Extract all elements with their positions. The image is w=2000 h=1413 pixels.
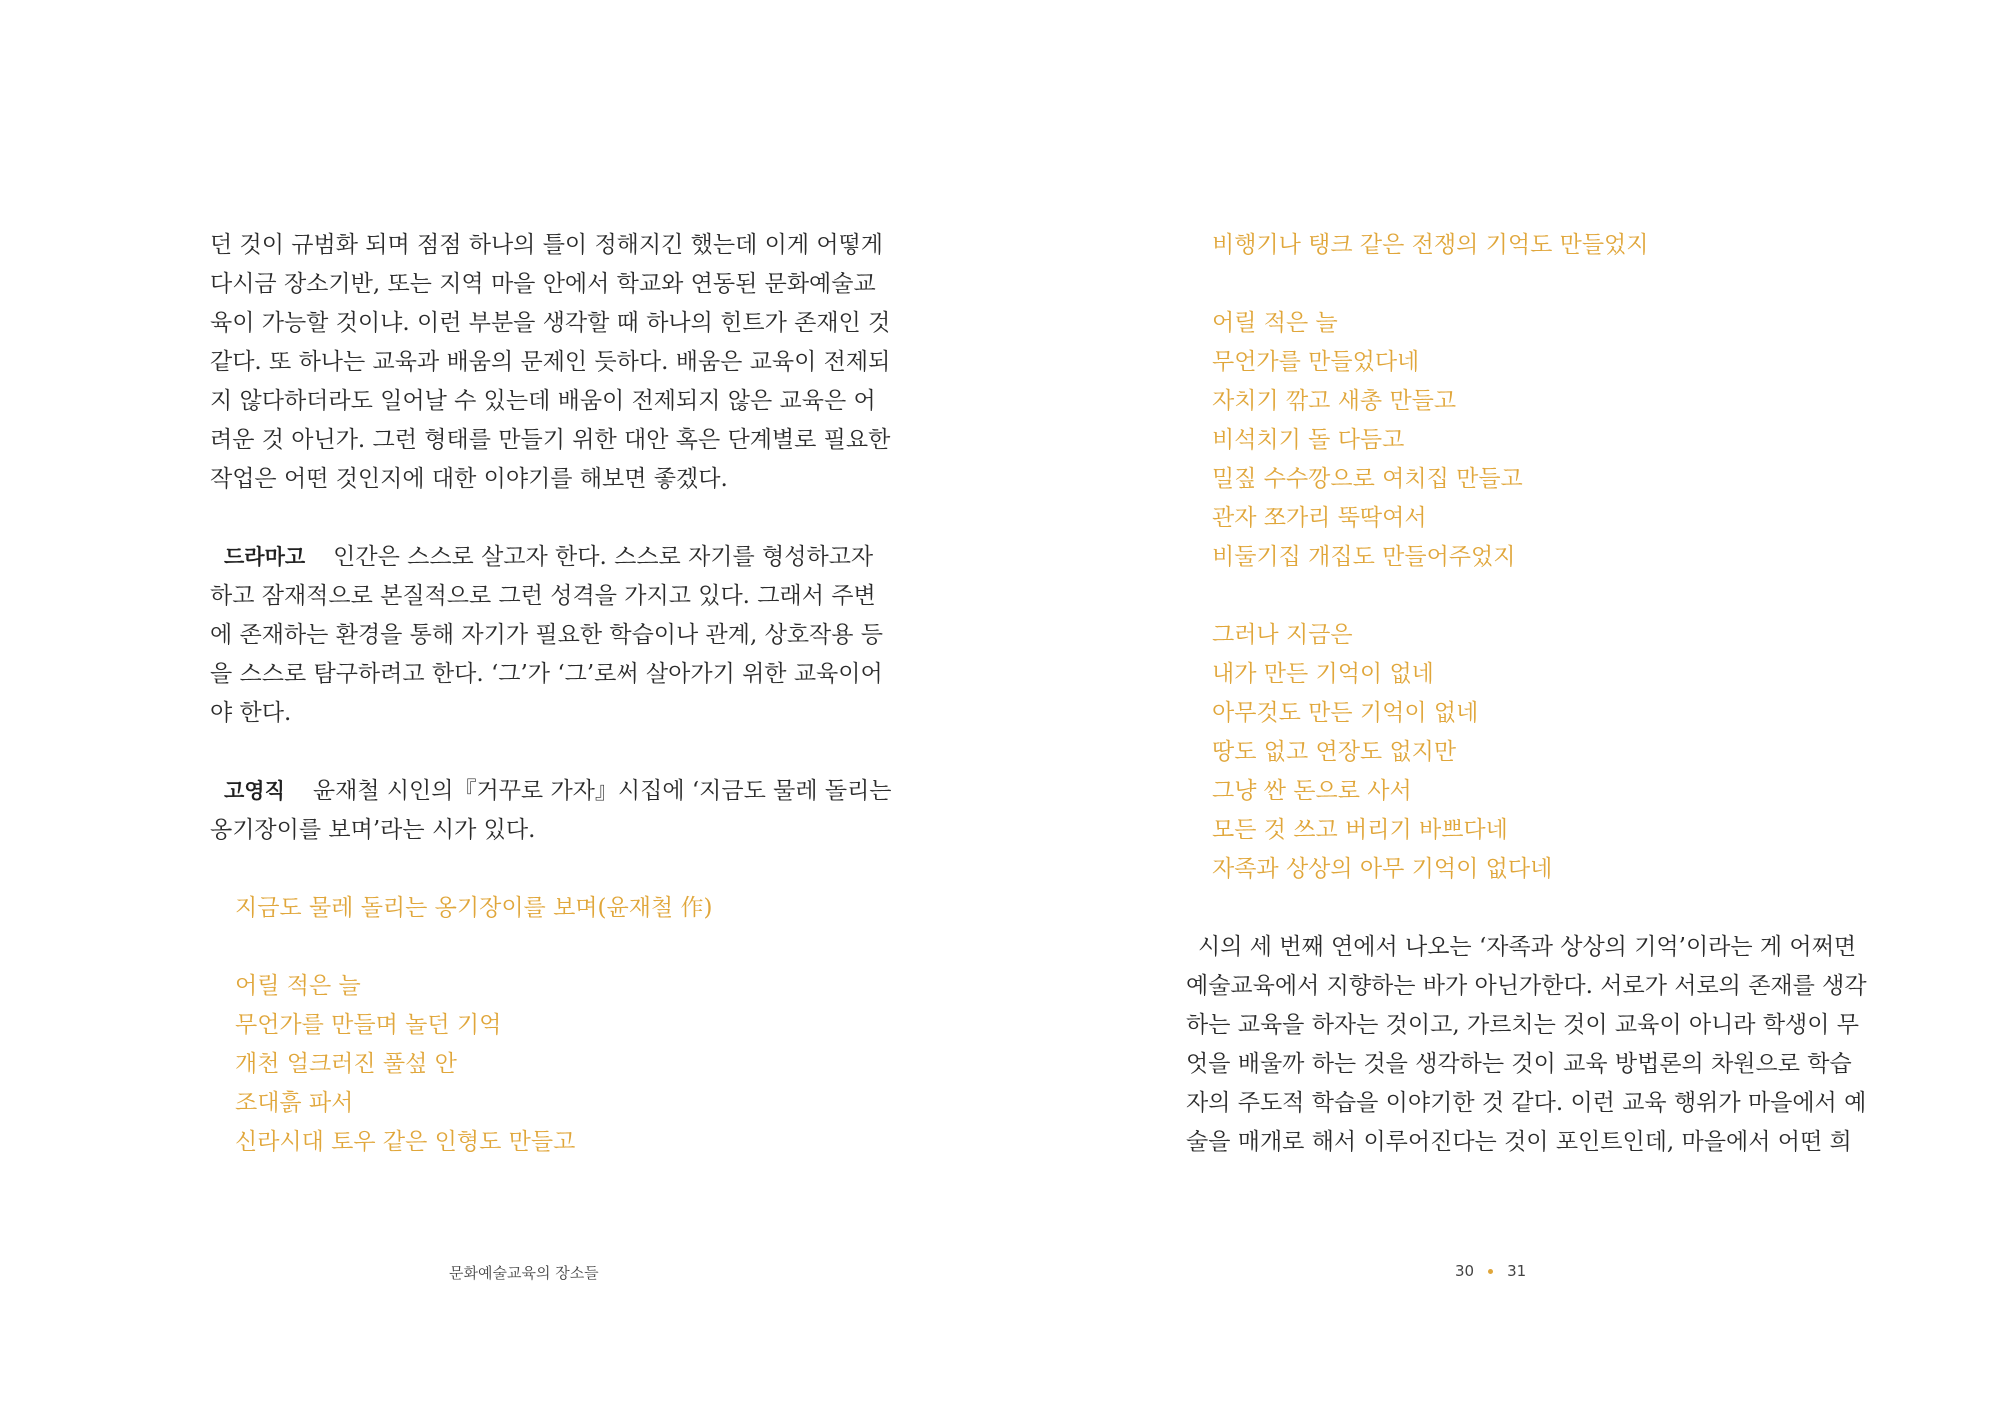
text-line: 같다. 또 하나는 교육과 배움의 문제인 듯하다. 배움은 교육이 전제되 — [210, 349, 891, 375]
poem-line: 개천 얼크러진 풀섶 안 — [235, 1051, 457, 1077]
paragraph-2 — [210, 538, 883, 733]
poem-line: 밀짚 수수깡으로 여치집 만들고 — [1212, 466, 1523, 492]
text-line — [210, 772, 892, 811]
poem-line: 어릴 적은 늘 — [1212, 310, 1338, 336]
poem-line: 모든 것 쓰고 버리기 바쁘다네 — [1212, 817, 1508, 843]
text-line — [210, 538, 874, 577]
poem-line: 무언가를 만들었다네 — [1212, 349, 1420, 375]
poem-line: 아무것도 만든 기억이 없네 — [1212, 700, 1479, 726]
speaker-name: 드라마고 — [224, 545, 306, 569]
page-number-right: 31 — [1507, 1262, 1527, 1280]
text-line: 을 스스로 탐구하려고 한다. ‘그’가 ‘그’로써 살아가기 위한 교육이어 — [210, 661, 883, 687]
text-line: 려운 것 아닌가. 그런 형태를 만들기 위한 대안 혹은 단계별로 필요한 — [210, 427, 891, 453]
poem-line: 조대흙 파서 — [235, 1090, 354, 1116]
paragraph-1 — [210, 226, 891, 499]
text-line: 엇을 배울까 하는 것을 생각하는 것이 교육 방법론의 차원으로 학습 — [1186, 1051, 1852, 1077]
poem-line: 비행기나 탱크 같은 전쟁의 기억도 만들었지 — [1212, 232, 1649, 258]
poem-line: 신라시대 토우 같은 인형도 만들고 — [235, 1129, 576, 1155]
text-line: 에 존재하는 환경을 통해 자기가 필요한 학습이나 관계, 상호작용 등 — [210, 622, 883, 648]
text-line: 작업은 어떤 것인지에 대한 이야기를 해보면 좋겠다. — [210, 466, 728, 492]
text-line: 다시금 장소기반, 또는 지역 마을 안에서 학교와 연동된 문화예술교 — [210, 271, 876, 297]
paragraph-right-cont — [1186, 967, 1867, 1162]
folio-dot-icon — [1488, 1269, 1493, 1274]
right-column — [1186, 226, 1867, 1162]
speaker-text: 윤재철 시인의『거꾸로 가자』시집에 ‘지금도 물레 돌리는 — [312, 778, 892, 804]
page-numbers — [1455, 1262, 1526, 1280]
poem-title: 지금도 물레 돌리는 옹기장이를 보며(윤재철 作) — [235, 895, 713, 921]
text-line: 술을 매개로 해서 이루어진다는 것이 포인트인데, 마을에서 어떤 희 — [1186, 1129, 1852, 1155]
left-column — [210, 226, 892, 1162]
text-line: 예술교육에서 지향하는 바가 아닌가한다. 서로가 서로의 존재를 생각 — [1186, 973, 1867, 999]
text-line: 자의 주도적 학습을 이야기한 것 같다. 이런 교육 행위가 마을에서 예 — [1186, 1090, 1867, 1116]
paragraph-3 — [210, 772, 892, 850]
speaker-name: 고영직 — [224, 779, 285, 803]
poem-line: 비둘기집 개집도 만들어주었지 — [1212, 544, 1516, 570]
poem-line: 그냥 싼 돈으로 사서 — [1212, 778, 1412, 804]
poem-line: 자치기 깎고 새총 만들고 — [1212, 388, 1457, 414]
poem-block-left — [210, 889, 832, 1162]
poem-line: 그러나 지금은 — [1212, 622, 1353, 648]
right-page — [1000, 0, 2000, 1413]
poem-line: 무언가를 만들며 놀던 기억 — [235, 1012, 502, 1038]
speaker-text: 인간은 스스로 살고자 한다. 스스로 자기를 형성하고자 — [333, 544, 874, 570]
text-line: 육이 가능할 것이냐. 이런 부분을 생각할 때 하나의 힌트가 존재인 것 — [210, 310, 891, 336]
text-line: 옹기장이를 보며’라는 시가 있다. — [210, 817, 536, 843]
poem-line: 땅도 없고 연장도 없지만 — [1212, 739, 1457, 765]
poem-line: 내가 만든 기억이 없네 — [1212, 661, 1434, 687]
running-footer-title: 문화예술교육의 장소들 — [449, 1264, 599, 1282]
poem-line: 어릴 적은 늘 — [235, 973, 361, 999]
text-line: 야 한다. — [210, 700, 292, 726]
page-number-left: 30 — [1455, 1262, 1475, 1280]
poem-line: 비석치기 돌 다듬고 — [1212, 427, 1405, 453]
paragraph-right — [1186, 928, 1857, 967]
poem-block-right — [1186, 226, 1808, 889]
poem-line: 자족과 상상의 아무 기억이 없다네 — [1212, 856, 1553, 882]
text-line: 하는 교육을 하자는 것이고, 가르치는 것이 교육이 아니라 학생이 무 — [1186, 1012, 1859, 1038]
text-line: 던 것이 규범화 되며 점점 하나의 틀이 정해지긴 했는데 이게 어떻게 — [210, 232, 883, 258]
poem-line: 관자 쪼가리 뚝딱여서 — [1212, 505, 1427, 531]
text-line: 시의 세 번째 연에서 나오는 ‘자족과 상상의 기억’이라는 게 어쩌면 — [1198, 934, 1857, 960]
text-line: 지 않다하더라도 일어날 수 있는데 배움이 전제되지 않은 교육은 어 — [210, 388, 876, 414]
text-line: 하고 잠재적으로 본질적으로 그런 성격을 가지고 있다. 그래서 주변 — [210, 583, 876, 609]
